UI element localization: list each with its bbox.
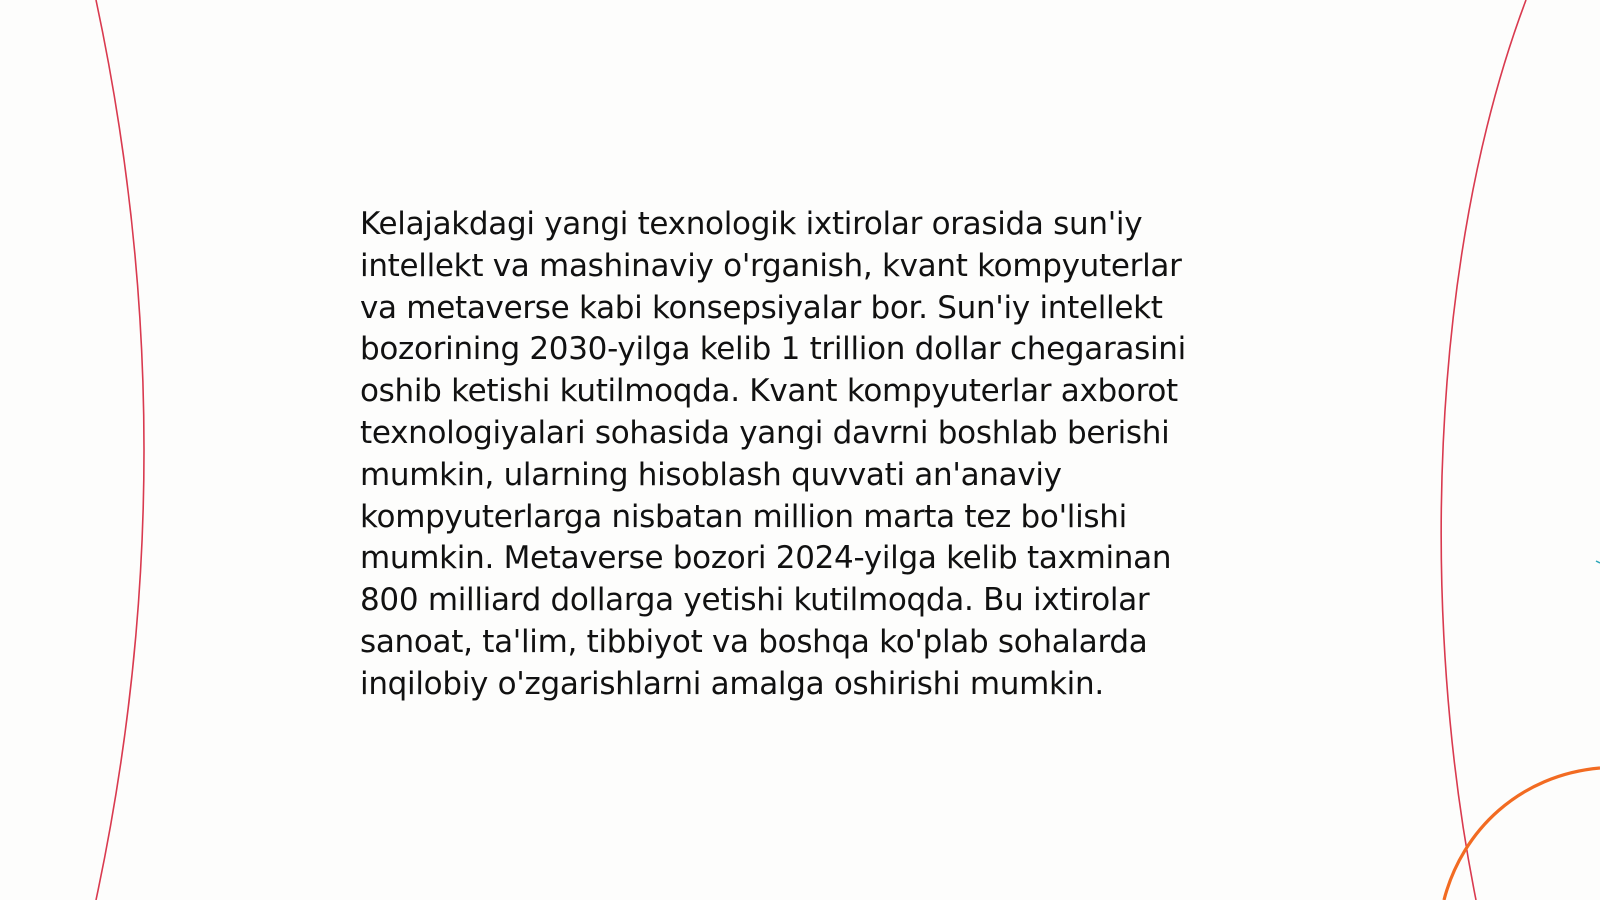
paragraph-line: texnologiyalari sohasida yangi davrni boshlab berishi xyxy=(360,414,1170,451)
paragraph-line: mumkin, ularning hisoblash quvvati an'anaviy xyxy=(360,456,1062,493)
paragraph-line: inqilobiy o'zgarishlarni amalga oshirishi mumkin. xyxy=(360,665,1104,702)
left-curve xyxy=(96,0,144,900)
right-curve xyxy=(1441,0,1526,900)
orange-arc xyxy=(1444,768,1600,900)
paragraph-line: 800 milliard dollarga yetishi kutilmoqda. Bu ixtirolar xyxy=(360,582,1150,619)
paragraph-line: sanoat, ta'lim, tibbiyot va boshqa ko'plab sohalarda xyxy=(360,623,1148,660)
paragraph-line: Kelajakdagi yangi texnologik ixtirolar orasida sun'iy xyxy=(360,206,1143,242)
teal-tick xyxy=(1596,561,1600,563)
body-paragraph xyxy=(360,204,1260,706)
paragraph-line: kompyuterlarga nisbatan million marta tez bo'lishi xyxy=(360,498,1127,535)
paragraph-line: bozorining 2030-yilga kelib 1 trillion dollar chegarasini xyxy=(360,331,1186,368)
paragraph-line: va metaverse kabi konsepsiyalar bor. Sun'iy intellekt xyxy=(360,289,1163,326)
paragraph-line: mumkin. Metaverse bozori 2024-yilga kelib taxminan xyxy=(360,540,1172,577)
paragraph-line: oshib ketishi kutilmoqda. Kvant kompyuterlar axborot xyxy=(360,373,1178,410)
paragraph-line: intellekt va mashinaviy o'rganish, kvant kompyuterlar xyxy=(360,247,1182,284)
